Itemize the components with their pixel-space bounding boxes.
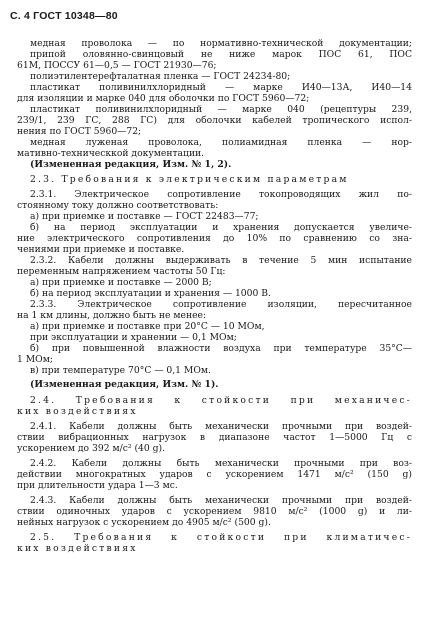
text-line: пластикат поливинилхлоридный — марке И40—13А, И40—14 — [30, 82, 412, 93]
text-line: медная луженая проволока, полиамидная пленка — нор- — [30, 137, 412, 148]
text-line: 2.3.3. Электрическое сопротивление изоляции, пересчитанное — [30, 299, 412, 310]
text-line: 2.5. Требования к стойкости при климатичес- — [30, 532, 412, 543]
text-line: стоянному току должно соответствовать: — [17, 200, 219, 211]
text-line: а) при приемке и поставке — 2000 В; — [30, 277, 212, 288]
text-line: 2.3.2. Кабели должны выдерживать в течение 5 мин испытание — [30, 255, 412, 266]
text-line: ких воздействиях — [17, 543, 138, 554]
text-line: на 1 км длины, должно быть не менее: — [17, 310, 207, 321]
text-line: припой оловянно-свинцовый не ниже марок ПОС 61, ПОС — [30, 49, 412, 60]
text-line: чениями при приемке и поставке. — [17, 244, 185, 255]
text-line: в) при температуре 70°С — 0,1 МОм. — [30, 365, 211, 376]
text-line: б) при повышенной влажности воздуха при температуре 35°С— — [30, 343, 412, 354]
text-line: а) при приемке и поставке при 20°С — 10 МОм, — [30, 321, 265, 332]
text-line: действии многократных ударов с ускорением 1471 м/с² (150 g) — [17, 469, 412, 480]
text-line: 239/1, 239 ГС, 288 ГС) для оболочки кабелей тропического испол- — [17, 115, 412, 126]
text-line: для изоляции и марке 040 для оболочки по ГОСТ 5960—72; — [17, 93, 310, 104]
text-line: 2.4.1. Кабели должны быть механически прочными при воздей- — [30, 421, 412, 432]
page-header: С. 4 ГОСТ 10348—80 — [10, 10, 118, 22]
text-line: полиэтилентерефталатная пленка — ГОСТ 24234-80; — [30, 71, 291, 82]
text-line: переменным напряжением частоты 50 Гц: — [17, 266, 226, 277]
text-line: а) при приемке и поставке — ГОСТ 22483—77; — [30, 211, 259, 222]
text-line: при эксплуатации и хранении — 0,1 МОм; — [30, 332, 237, 343]
text-line: пластикат поливинилхлоридный — марке 040 (рецептуры 239, — [30, 104, 412, 115]
text-line: 2.3. Требования к электрическим параметрам — [30, 174, 349, 185]
text-line: ких воздействиях — [17, 406, 138, 417]
text-line: ствии одиночных ударов с ускорением 9810 м/с² (1000 g) и ли- — [17, 506, 412, 517]
text-line: 2.3.1. Электрическое сопротивление токопроводящих жил по- — [30, 189, 412, 200]
text-line: при длительности удара 1—3 мс. — [17, 480, 178, 491]
text-line: 2.4.2. Кабели должны быть механически прочными при воз- — [30, 458, 412, 469]
text-line: 1 МОм; — [17, 354, 53, 365]
text-line: б) на период эксплуатации и хранения допускается увеличе- — [30, 222, 412, 233]
text-line: медная проволока — по нормативно-технической документации; — [30, 38, 412, 49]
text-line: 61М, ПОССУ 61—0,5 — ГОСТ 21930—76; — [17, 60, 217, 71]
text-line: ускорением до 392 м/с² (40 g). — [17, 443, 166, 454]
text-line: 2.4. Требования к стойкости при механичес- — [30, 395, 412, 406]
text-line: 2.4.3. Кабели должны быть механически прочными при воздей- — [30, 495, 412, 506]
text-line: (Измененная редакция, Изм. № 1, 2). — [30, 159, 232, 170]
text-line: (Измененная редакция, Изм. № 1). — [30, 379, 219, 390]
text-line: мативно-техническкой документации. — [17, 148, 205, 159]
text-line: ние электрического сопротивления до 10% по сравнению со зна- — [17, 233, 412, 244]
text-line: б) на период эксплуатации и хранения — 1000 В. — [30, 288, 271, 299]
text-line: нения по ГОСТ 5960—72; — [17, 126, 142, 137]
text-line: ствии вибрационных нагрузок в диапазоне частот 1—5000 Гц с — [17, 432, 412, 443]
text-line: нейных нагрузок с ускорением до 4905 м/с² (500 g). — [17, 517, 271, 528]
